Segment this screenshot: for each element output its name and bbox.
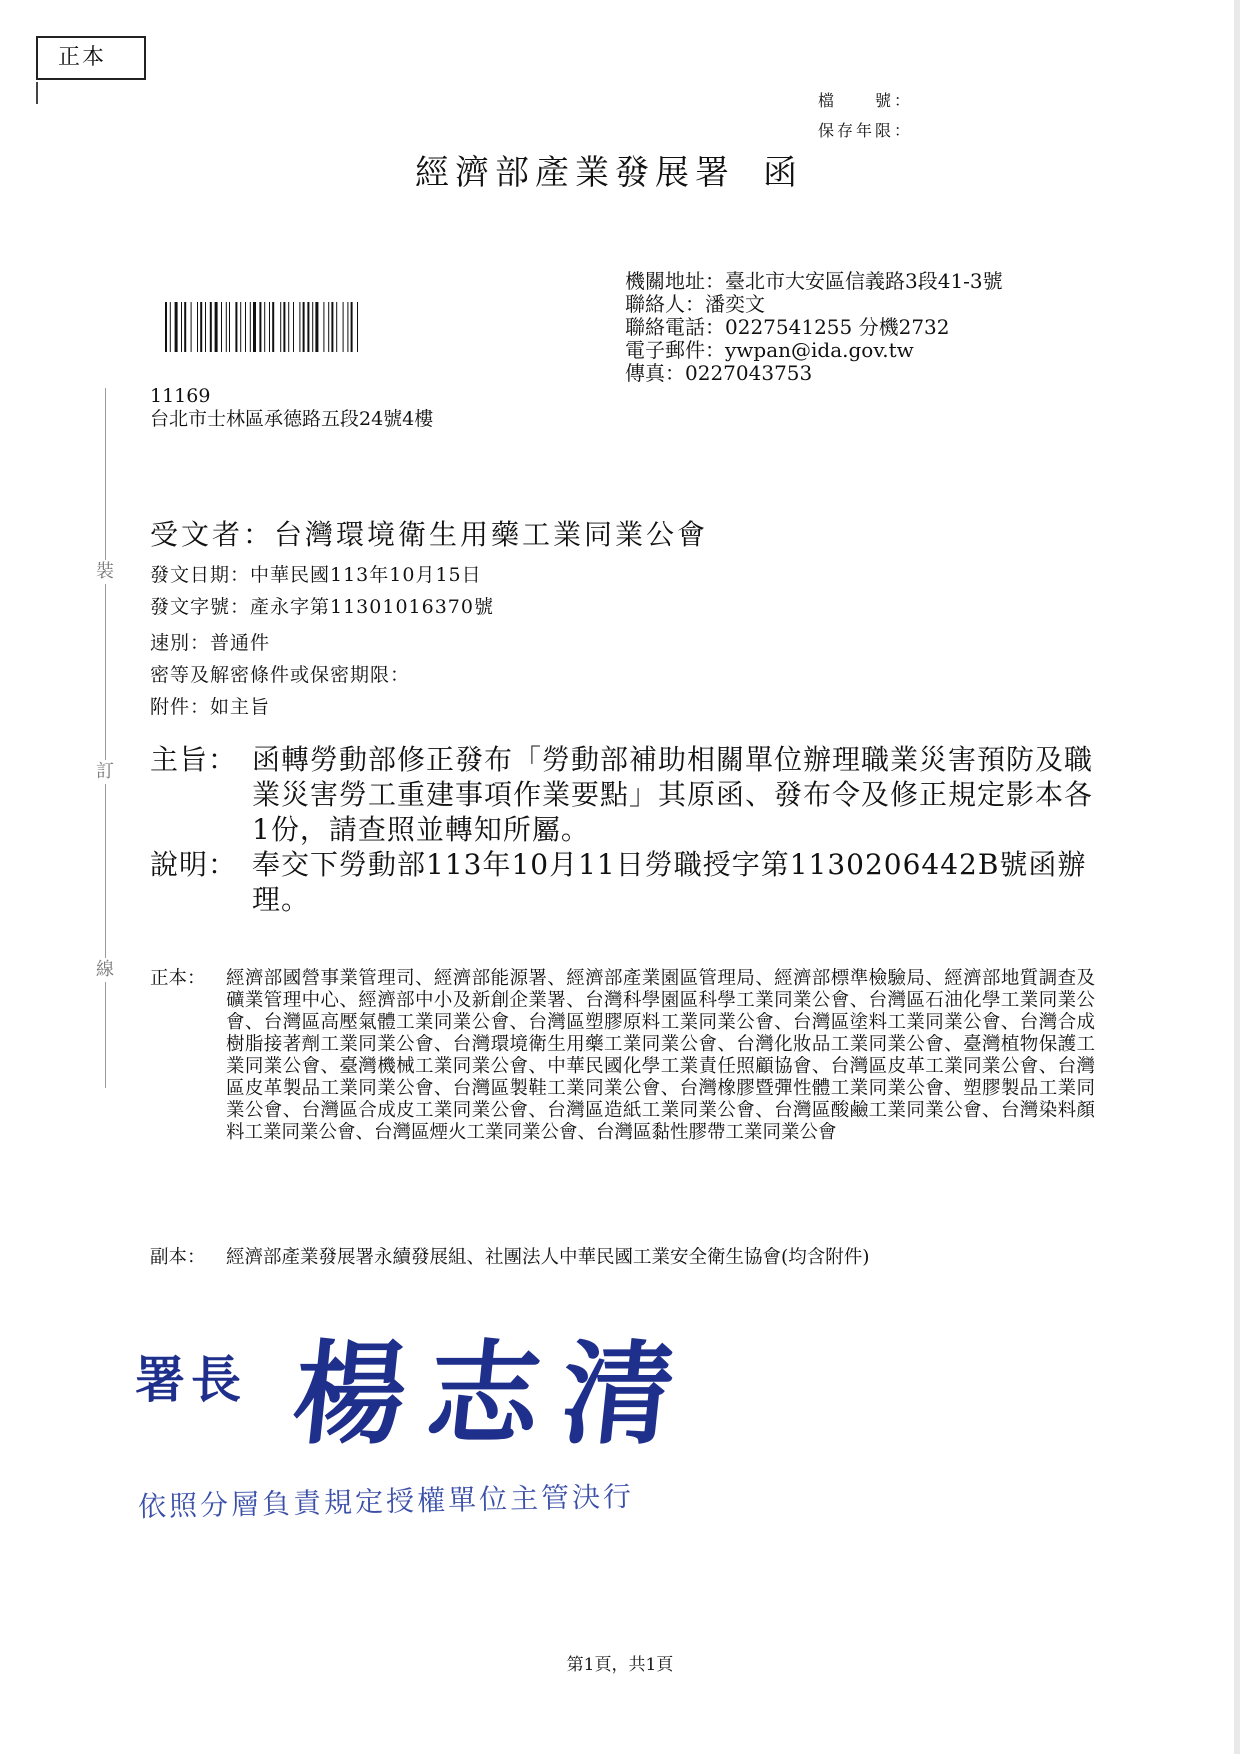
signature-name: 楊志清	[287, 1329, 703, 1460]
postal-code: 11169	[150, 385, 211, 407]
contact-person: 聯絡人：潘奕文	[625, 292, 765, 316]
document-title	[415, 145, 803, 194]
mailing-address	[150, 385, 433, 431]
delegation-stamp: 依照分層負責規定授權單位主管決行	[137, 1479, 635, 1524]
original-label: 正本：	[150, 968, 206, 989]
contact-email: 電子郵件：ywpan@ida.gov.tw	[625, 338, 914, 362]
binding-mark-bind: 裝	[90, 560, 120, 584]
explanation-label: 說明：	[150, 848, 238, 881]
secrecy-level: 密等及解密條件或保密期限：	[150, 664, 411, 686]
agency-name: 經濟部產業發展署	[415, 153, 735, 193]
copy-recipients: 經濟部產業發展署永續發展組、社團法人中華民國工業安全衛生協會(均含附件)	[226, 1247, 870, 1268]
original-copy-stamp: 正本	[36, 36, 146, 80]
copy-distribution	[150, 1247, 1095, 1269]
copy-label: 副本：	[150, 1247, 206, 1268]
stamp-tick-mark	[36, 82, 38, 104]
page-number: 第1頁，共1頁	[566, 1655, 674, 1675]
subject-label: 主旨：	[150, 743, 238, 776]
signature-title: 署長	[135, 1350, 247, 1409]
contact-fax: 傳真：0227043753	[625, 361, 813, 385]
binding-line	[105, 388, 106, 1088]
explanation-section	[150, 847, 1095, 917]
agency-address: 機關地址：臺北市大安區信義路3段41-3號	[625, 269, 1003, 293]
priority: 速別：普通件	[150, 632, 271, 654]
subject-section	[150, 742, 1095, 847]
file-number-label: 檔 號：	[818, 91, 914, 110]
document-number: 發文字號：產永字第11301016370號	[150, 596, 494, 618]
contact-phone: 聯絡電話：0227541255 分機2732	[625, 315, 950, 339]
binding-mark-line: 線	[90, 958, 120, 982]
retention-period-label: 保存年限：	[818, 121, 914, 140]
scan-edge-shadow	[1234, 0, 1240, 1754]
recipient: 受文者：台灣環境衛生用藥工業同業公會	[150, 518, 709, 551]
subject-text: 函轉勞動部修正發布「勞動部補助相關單位辦理職業災害預防及職業災害勞工重建事項作業要點」其原函、發布令及修正規定影本各1份，請查照並轉知所屬。	[252, 743, 1094, 846]
attachment: 附件：如主旨	[150, 696, 271, 718]
issue-date: 發文日期：中華民國113年10月15日	[150, 564, 482, 586]
original-distribution	[150, 968, 1095, 1144]
original-recipients: 經濟部國營事業管理司、經濟部能源署、經濟部產業園區管理局、經濟部標準檢驗局、經濟部地質調查及礦業管理中心、經濟部中小及新創企業署、台灣科學園區科學工業同業公會、台灣區石油化學工業同業公會、台灣區高壓氣體工業同業公會、台灣區塑膠原料工業同業公會、台灣區塗料工業同業公會、台灣合成樹脂接著劑工業同業公會、台灣環境衛生用藥工業同業公會、台灣化妝品工業同業公會、臺灣植物保護工業同業公會、臺灣機械工業同業公會、中華民國化學工業責任照顧協會、台灣區皮革工業同業公會、台灣區皮革製品工業同業公會、台灣區製鞋工業同業公會、台灣橡膠暨彈性體工業同業公會、塑膠製品工業同業公會、台灣區合成皮工業同業公會、台灣區造紙工業同業公會、台灣區酸鹼工業同業公會、台灣染料顏料工業同業公會、台灣區煙火工業同業公會、台灣區黏性膠帶工業同業公會	[226, 968, 1095, 1143]
contact-block	[625, 270, 1003, 385]
barcode	[165, 302, 430, 352]
binding-mark-staple: 訂	[90, 760, 120, 784]
explanation-text: 奉交下勞動部113年10月11日勞職授字第1130206442B號函辦理。	[252, 848, 1087, 916]
document-type: 函	[763, 153, 803, 193]
recipient-address: 台北市士林區承德路五段24號4樓	[150, 408, 434, 430]
